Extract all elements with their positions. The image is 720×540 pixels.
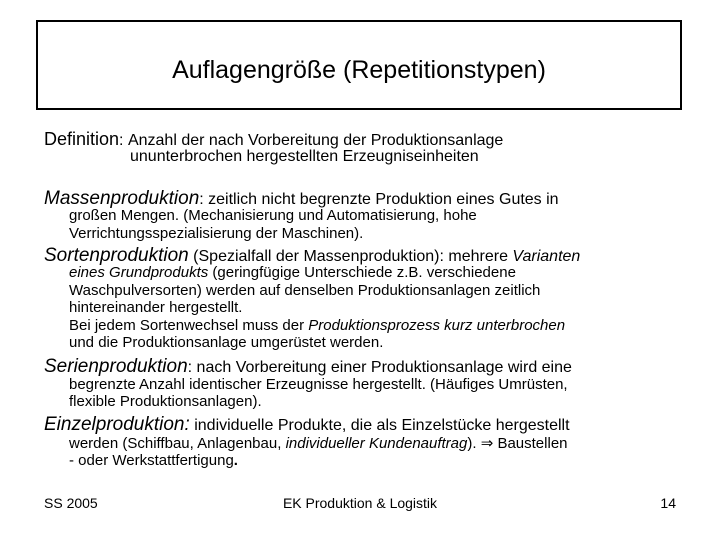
massen-term: Massenproduktion: [44, 188, 200, 209]
footer-page-number: 14: [660, 495, 676, 511]
einzel-text-3a: - oder Werkstattfertigung: [69, 452, 234, 469]
footer-center: EK Produktion & Logistik: [282, 495, 438, 511]
serien-line-2: begrenzte Anzahl identischer Erzeugnisse hergestellt. (Häufiges Umrüsten,: [69, 376, 568, 393]
massen-line-2: großen Mengen. (Mechanisierung und Automatisierung, hohe: [69, 207, 477, 224]
sorten-text-1a: (Spezialfall der Massenproduktion): mehrere: [188, 248, 513, 265]
serien-text-1: : nach Vorbereitung einer Produktionsanlage wird eine: [187, 359, 572, 376]
serien-line-1: [44, 356, 572, 378]
massen-line-3: Verrichtungsspezialisierung der Maschinen).: [69, 225, 364, 242]
definition-colon: :: [119, 132, 124, 149]
sorten-text-5a: Bei jedem Sortenwechsel muss der: [69, 317, 309, 334]
einzel-line-3: [69, 452, 238, 469]
definition-line-1: [44, 129, 503, 150]
sorten-line-6: und die Produktionsanlage umgerüstet werden.: [69, 334, 384, 351]
einzel-text-2d: Baustellen: [493, 435, 568, 452]
slide-title: Auflagengröße (Repetitionstypen): [172, 56, 546, 84]
einzel-text-1: individuelle Produkte, die als Einzelstücke hergestellt: [189, 417, 570, 434]
definition-text-1: Anzahl der nach Vorbereitung der Produktionsanlage: [127, 132, 504, 149]
implies-arrow-icon: ⇒: [480, 435, 494, 452]
einzel-line-1: [44, 414, 570, 436]
einzel-line-2: [69, 434, 568, 452]
sorten-line-3: Waschpulversorten) werden auf denselben Produktionsanlagen zeitlich: [69, 282, 541, 299]
serien-line-3: flexible Produktionsanlagen).: [69, 393, 262, 410]
massen-text-1: : zeitlich nicht begrenzte Produktion eines Gutes in: [199, 191, 559, 208]
sorten-text-1b: Varianten: [512, 248, 581, 265]
sorten-line-2: [69, 264, 516, 281]
einzel-text-3b: .: [233, 452, 238, 469]
footer-left: SS 2005: [44, 495, 98, 511]
title-box: [36, 20, 682, 110]
einzel-term: Einzelproduktion:: [44, 414, 190, 435]
sorten-text-2b: (geringfügige Unterschiede z.B. verschiedene: [208, 264, 516, 281]
sorten-line-4: hintereinander hergestellt.: [69, 299, 243, 316]
definition-line-2: ununterbrochen hergestellten Erzeugniseinheiten: [130, 148, 479, 165]
sorten-line-5: [69, 317, 565, 334]
sorten-text-2a: eines Grundprodukts: [69, 264, 209, 281]
einzel-text-2a: werden (Schiffbau, Anlagenbau,: [69, 435, 286, 452]
einzel-text-2c: ).: [467, 435, 481, 452]
einzel-text-2b: individueller Kundenauftrag: [285, 435, 468, 452]
serien-term: Serienproduktion: [44, 356, 188, 377]
sorten-term: Sortenproduktion: [44, 245, 189, 266]
definition-term: Definition: [44, 129, 120, 149]
sorten-text-5b: Produktionsprozess kurz unterbrochen: [308, 317, 566, 334]
